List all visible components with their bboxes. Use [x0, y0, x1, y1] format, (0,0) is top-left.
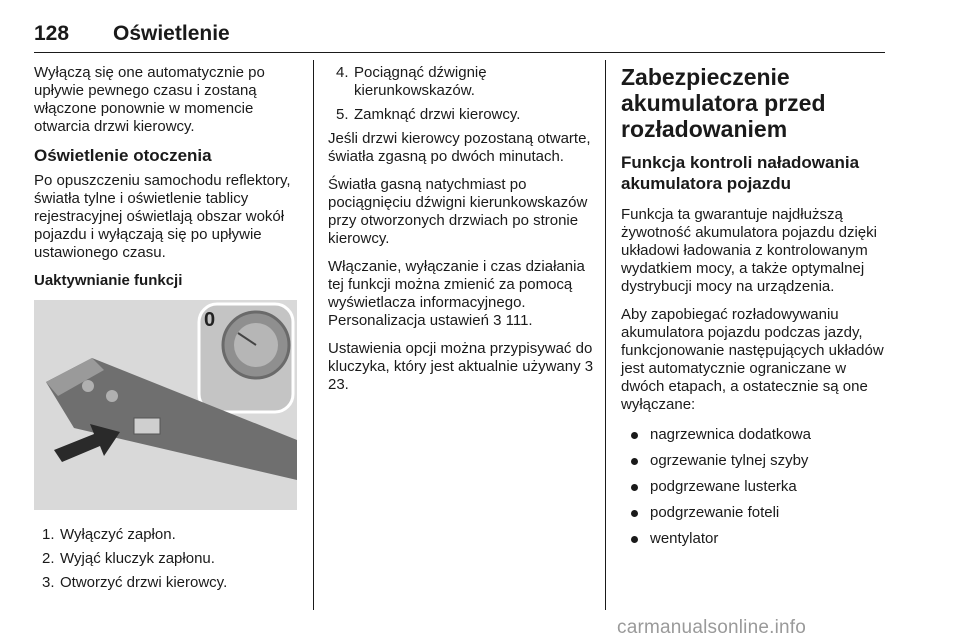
page-ref-link[interactable]: 23.: [328, 376, 349, 393]
bullet-icon: [631, 458, 638, 465]
page-ref-icon: 3: [584, 358, 594, 375]
column-divider-1: [313, 60, 314, 610]
bullet-list: [621, 426, 887, 548]
subsection-heading: Uaktywnianie funkcji: [34, 272, 183, 289]
list-item: 5. Zamknąć drzwi kierowcy.: [336, 106, 521, 123]
paragraph: Ustawienia opcji można przypisywać do kluczyka, który jest aktualnie używany 3 23.: [328, 340, 594, 393]
section-heading: Oświetlenie otoczenia: [34, 146, 212, 165]
bullet-icon: [631, 484, 638, 491]
list-item: podgrzewanie foteli: [621, 504, 887, 522]
paragraph: Włączanie, wyłączanie i czas działania tej funkcji można zmienić za pomocą wyświetlacza informacyjnego. Personalizacja ustawień 3 111.: [328, 258, 585, 329]
list-item: 4. Pociągnąć dźwignię kierunkowskazów.: [336, 64, 487, 99]
paragraph: Aby zapobiegać rozładowywaniu akumulatora pojazdu podczas jazdy, funkcjonowanie następujących układów jest automatycznie ograniczane w dwóch etapach, a ostatecznie są one wyłączane:: [621, 306, 884, 413]
figure-label: 0: [204, 309, 216, 331]
page-number: 128: [34, 22, 70, 45]
page-ref-link[interactable]: 111.: [505, 312, 533, 329]
bullet-icon: [631, 432, 638, 439]
column-3: [621, 64, 887, 556]
list-item: 1. Wyłączyć zapłon.: [42, 526, 176, 543]
list-item: 3. Otworzyć drzwi kierowcy.: [42, 574, 228, 591]
subsection-heading: Funkcja kontroli naładowania akumulatora pojazdu: [621, 153, 860, 193]
paragraph: Jeśli drzwi kierowcy pozostaną otwarte, światła zgasną po dwóch minutach.: [328, 130, 591, 165]
paragraph: Światła gasną natychmiast po pociągnięciu dźwigni kierunkowskazów przy otworzonych drzwiach po stronie kierowcy.: [328, 176, 588, 247]
section-heading: Zabezpieczenie akumulatora przed rozładowaniem: [621, 64, 826, 142]
list-item: nagrzewnica dodatkowa: [621, 426, 887, 444]
section-body: Po opuszczeniu samochodu reflektory, światła tylne i oświetlenie tablicy rejestracyjnej oświetlają obszar wokół pojazdu i wyłączają się po upływie ustawionego czasu.: [34, 172, 291, 261]
page-title: Oświetlenie: [113, 22, 230, 45]
steps-list-2: [328, 64, 596, 124]
stalk-illustration: [34, 300, 297, 510]
header-rule: [34, 52, 885, 53]
column-divider-2: [605, 60, 606, 610]
column-1: [34, 64, 302, 598]
column-2: [328, 64, 596, 404]
paragraph: Funkcja ta gwarantuje najdłuższą żywotność akumulatora pojazdu dzięki układowi ładowania z kontrolowanym wydatkiem mocy, a także optymalnej dystrybucji mocy na urządzenia.: [621, 206, 877, 295]
intro-paragraph: Wyłączą się one automatycznie po upływie pewnego czasu i zostaną włączone ponownie w momencie otwarcia drzwi kierowcy.: [34, 64, 265, 135]
stalk-illustration-svg: [34, 300, 297, 510]
list-item: wentylator: [621, 530, 887, 548]
steps-list-1: [34, 526, 302, 592]
page-ref-icon: 3: [493, 312, 502, 329]
watermark: carmanualsonline.info: [617, 617, 807, 638]
list-item: ogrzewanie tylnej szyby: [621, 452, 887, 470]
bullet-icon: [631, 536, 638, 543]
list-item: podgrzewane lusterka: [621, 478, 887, 496]
list-item: 2. Wyjąć kluczyk zapłonu.: [42, 550, 215, 567]
bullet-icon: [631, 510, 638, 517]
